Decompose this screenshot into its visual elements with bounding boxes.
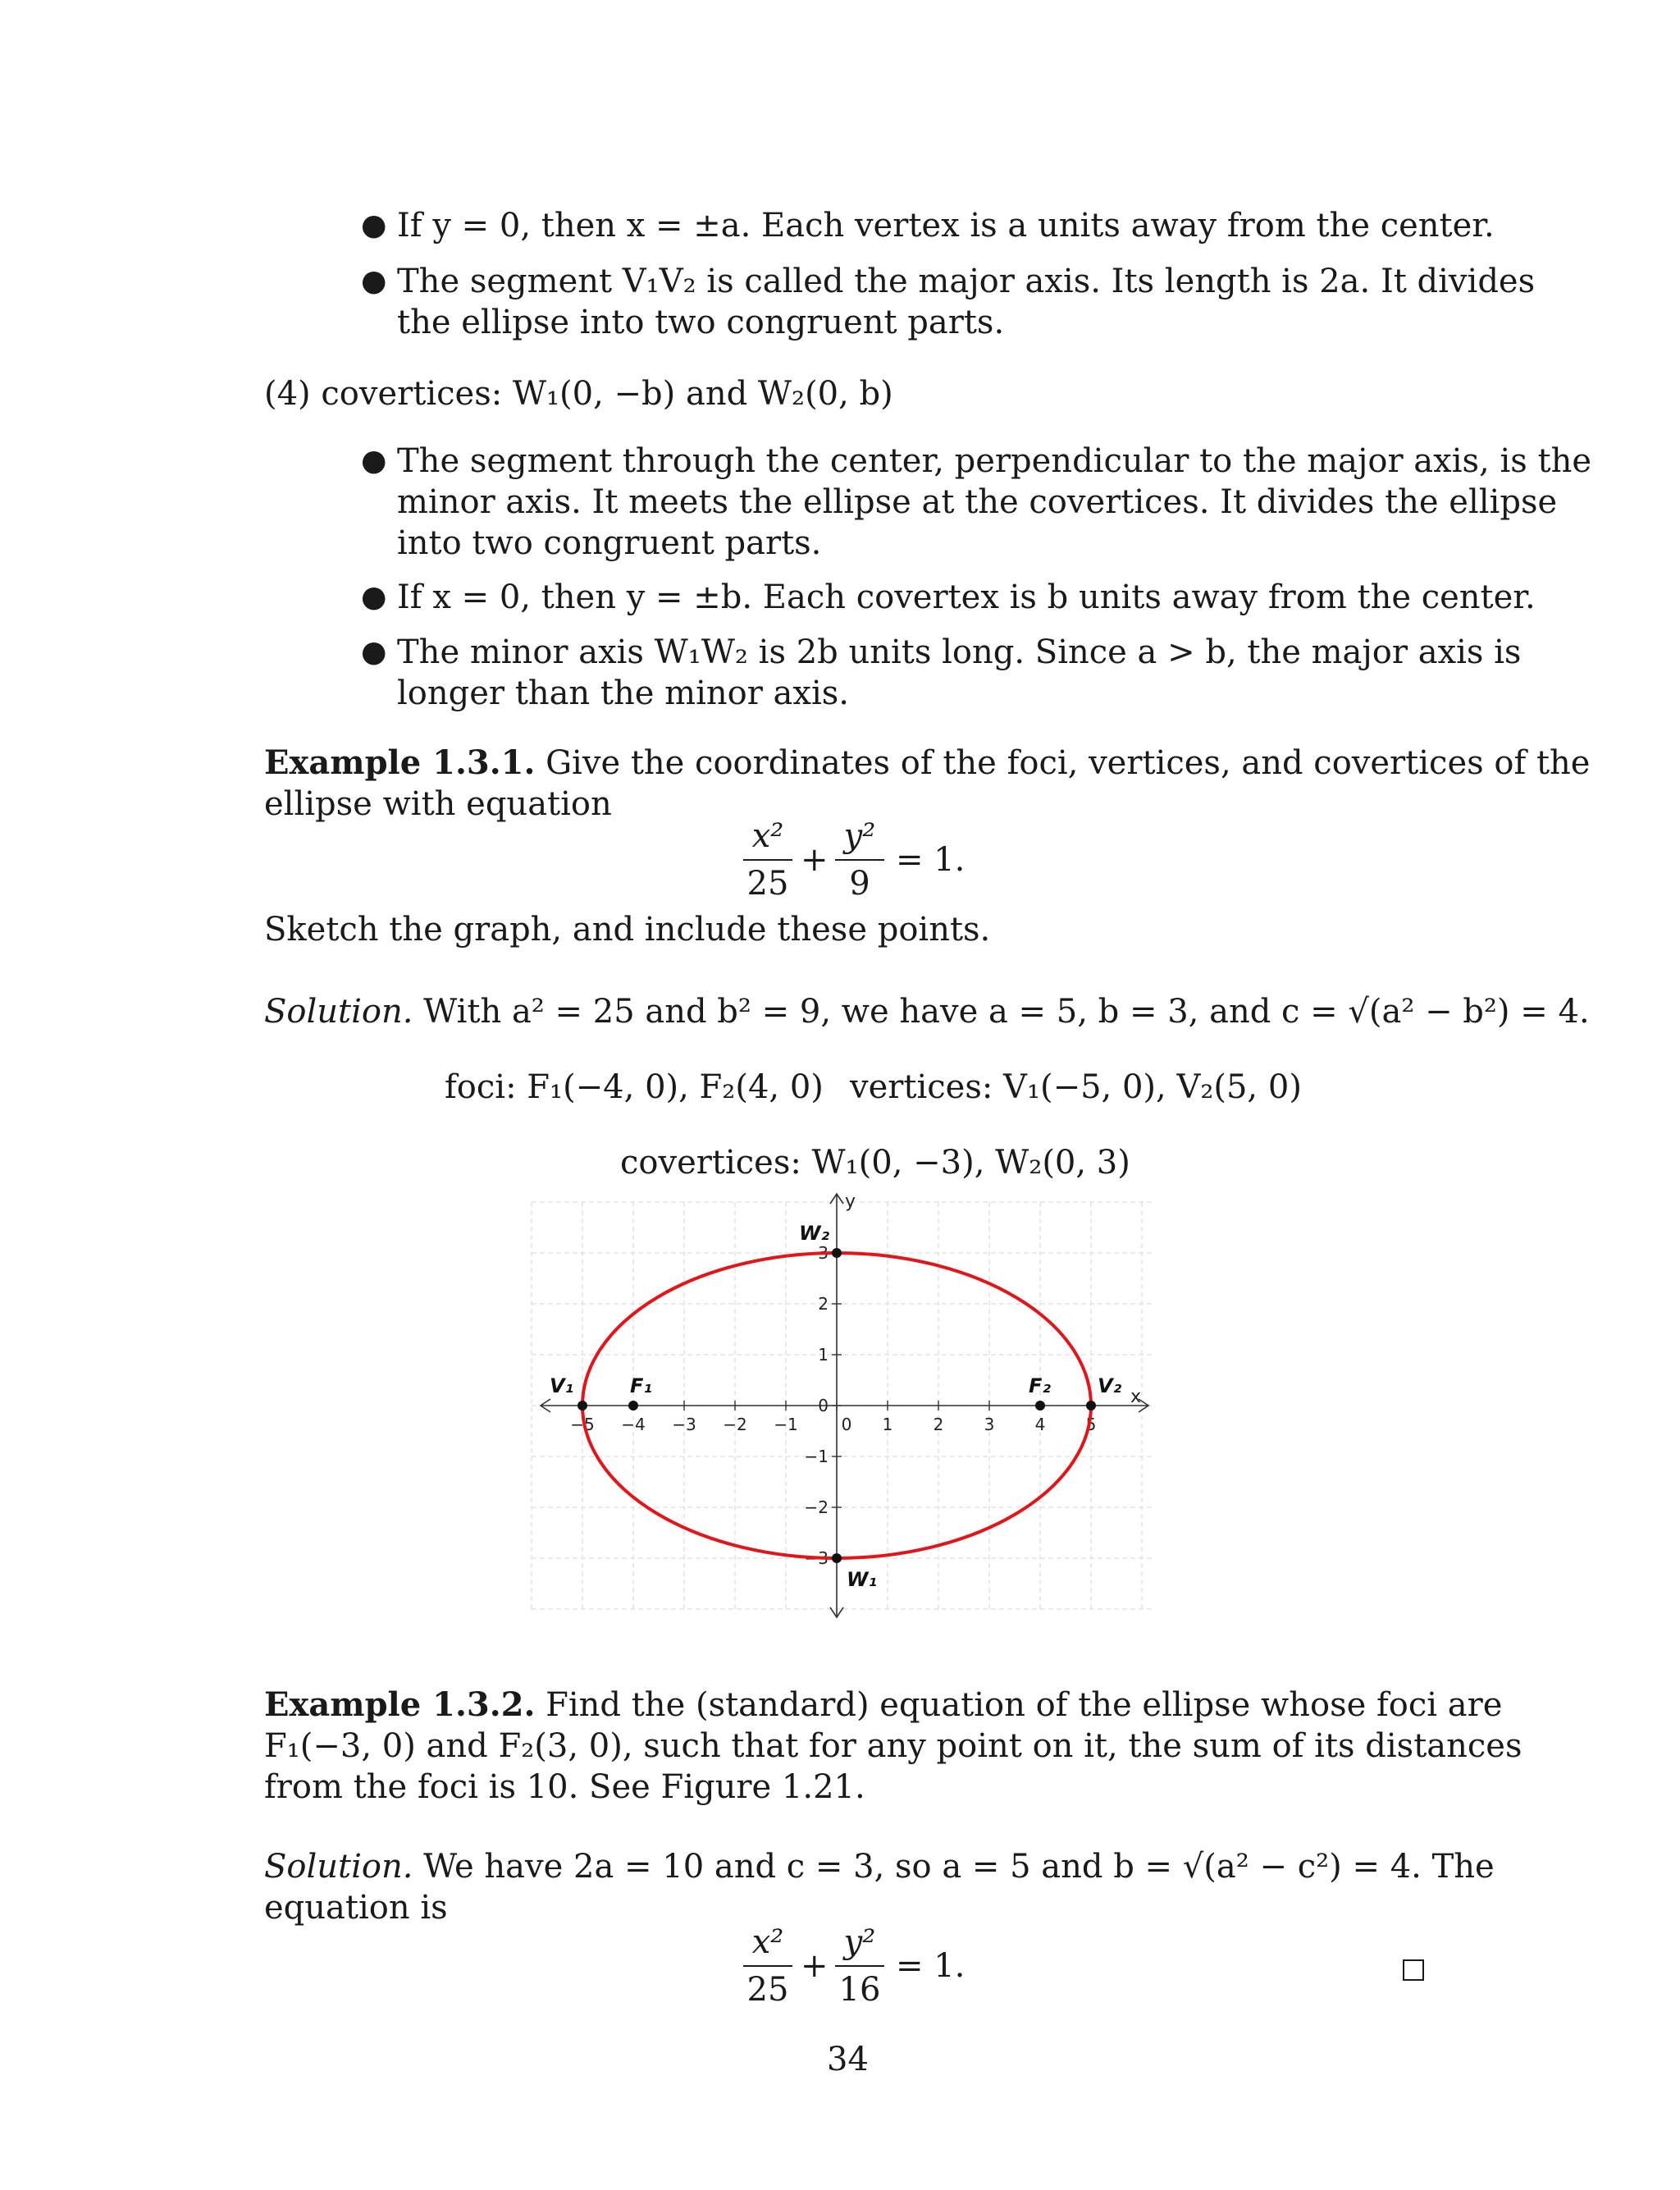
point-marker — [832, 1248, 842, 1258]
example-label: Example 1.3.2. — [264, 1685, 536, 1724]
fraction — [835, 816, 884, 903]
x-tick-label: 3 — [984, 1415, 995, 1434]
example-text: ellipse with equation — [264, 785, 612, 823]
point-label: W₁ — [847, 1568, 877, 1591]
point-marker — [578, 1401, 587, 1410]
solution-label: Solution. — [264, 1848, 413, 1886]
x-tick-label: 5 — [1085, 1415, 1097, 1434]
solution-line — [264, 991, 1590, 1032]
solution-text: We have 2a = 10 and c = 3, so a = 5 and b = √(a² − c²) = 4. The — [413, 1848, 1495, 1886]
point-marker — [628, 1401, 638, 1410]
bullet-dot: ● — [361, 444, 387, 478]
point-marker — [832, 1553, 842, 1563]
bullet-dot: ● — [361, 635, 387, 669]
x-tick-label: −4 — [621, 1415, 646, 1434]
x-tick-label: −2 — [723, 1415, 747, 1434]
list-item-covertices: (4) covertices: W₁(0, −b) and W₂(0, b) — [264, 375, 893, 413]
x-tick-label: 4 — [1034, 1415, 1046, 1434]
bullet-dot: ● — [361, 580, 387, 614]
x-axis-label: x — [1130, 1387, 1142, 1407]
denominator: 25 — [746, 1971, 789, 2009]
point-marker — [1086, 1401, 1096, 1410]
x-tick-label: 2 — [933, 1415, 944, 1434]
bullet-dot: ● — [361, 264, 387, 298]
point-label: W₂ — [799, 1222, 829, 1245]
equation-rhs: = 1. — [896, 1947, 966, 1985]
bullet-dot: ● — [361, 208, 387, 242]
example-text: Sketch the graph, and include these points. — [264, 911, 991, 949]
example-label: Example 1.3.1. — [264, 743, 536, 782]
solution-line — [264, 1846, 1495, 1887]
y-tick-label: −2 — [804, 1497, 829, 1517]
y-tick-label: 3 — [818, 1243, 829, 1263]
x-tick-label: −5 — [570, 1415, 595, 1434]
plus-sign: + — [801, 1947, 829, 1985]
numerator: y² — [843, 817, 876, 855]
point-label: F₂ — [1029, 1374, 1051, 1397]
ellipse-equation — [738, 816, 984, 907]
y-tick-label: −3 — [804, 1548, 829, 1568]
y-tick-label: 1 — [818, 1345, 829, 1365]
numerator: x² — [751, 817, 784, 855]
bullet-text: The segment through the center, perpendicular to the major axis, is the — [397, 442, 1591, 480]
example-text: from the foci is 10. See Figure 1.21. — [264, 1768, 865, 1806]
y-tick-label: 2 — [818, 1294, 829, 1314]
x-tick-label: −1 — [774, 1415, 798, 1434]
numerator: y² — [843, 1923, 876, 1961]
points — [550, 1222, 1122, 1591]
covertices-line: covertices: W₁(0, −3), W₂(0, 3) — [620, 1144, 1130, 1182]
example-text: F₁(−3, 0) and F₂(3, 0), such that for any point on it, the sum of its distances — [264, 1727, 1522, 1765]
equation-rhs: = 1. — [896, 841, 966, 879]
ellipse-graph — [525, 1186, 1165, 1629]
y-tick-label: −1 — [804, 1447, 829, 1466]
point-marker — [1035, 1401, 1045, 1410]
numerator: x² — [751, 1923, 784, 1961]
fraction — [835, 1923, 884, 2009]
plus-sign: + — [801, 841, 829, 879]
fraction — [743, 1923, 792, 2009]
x-tick-label: −3 — [672, 1415, 696, 1434]
bullet-text: The segment V₁V₂ is called the major axis. Its length is 2a. It divides — [397, 263, 1536, 300]
foci-line: foci: F₁(−4, 0), F₂(4, 0) — [445, 1068, 824, 1106]
y-tick-label: 0 — [818, 1396, 829, 1415]
example-heading — [264, 1685, 1502, 1726]
example-text: Give the coordinates of the foci, vertices, and covertices of the — [535, 744, 1591, 782]
fraction — [743, 816, 792, 903]
bullet-text: If x = 0, then y = ±b. Each covertex is b units away from the center. — [397, 578, 1536, 616]
example-heading — [264, 743, 1590, 784]
bullet-text: minor axis. It meets the ellipse at the covertices. It divides the ellipse — [397, 483, 1558, 521]
point-label: V₁ — [550, 1374, 574, 1397]
denominator: 16 — [838, 1971, 881, 2009]
bullet-text: into two congruent parts. — [397, 524, 822, 562]
bullet-text: If y = 0, then x = ±a. Each vertex is a units away from the center. — [397, 207, 1495, 245]
solution-label: Solution. — [264, 993, 413, 1031]
x-tick-label: 0 — [841, 1415, 852, 1434]
bullet-text: The minor axis W₁W₂ is 2b units long. Since a > b, the major axis is — [397, 633, 1522, 671]
bullet-text: the ellipse into two congruent parts. — [397, 304, 1005, 341]
point-label: V₂ — [1098, 1374, 1122, 1397]
bullet-text: longer than the minor axis. — [397, 674, 849, 712]
x-tick-label: 1 — [882, 1415, 893, 1434]
qed-square-icon — [1403, 1959, 1424, 1981]
solution-text: With a² = 25 and b² = 9, we have a = 5, b = 3, and c = √(a² − b²) = 4. — [413, 993, 1590, 1031]
example-text: Find the (standard) equation of the ellipse whose foci are — [535, 1686, 1503, 1724]
ellipse-equation — [738, 1923, 984, 2013]
denominator: 9 — [849, 865, 870, 903]
point-label: F₁ — [630, 1374, 652, 1397]
y-axis-label: y — [845, 1191, 856, 1212]
denominator: 25 — [746, 865, 789, 903]
vertices-line: vertices: V₁(−5, 0), V₂(5, 0) — [850, 1068, 1302, 1106]
page-number: 34 — [827, 2041, 869, 2078]
solution-text: equation is — [264, 1889, 448, 1927]
